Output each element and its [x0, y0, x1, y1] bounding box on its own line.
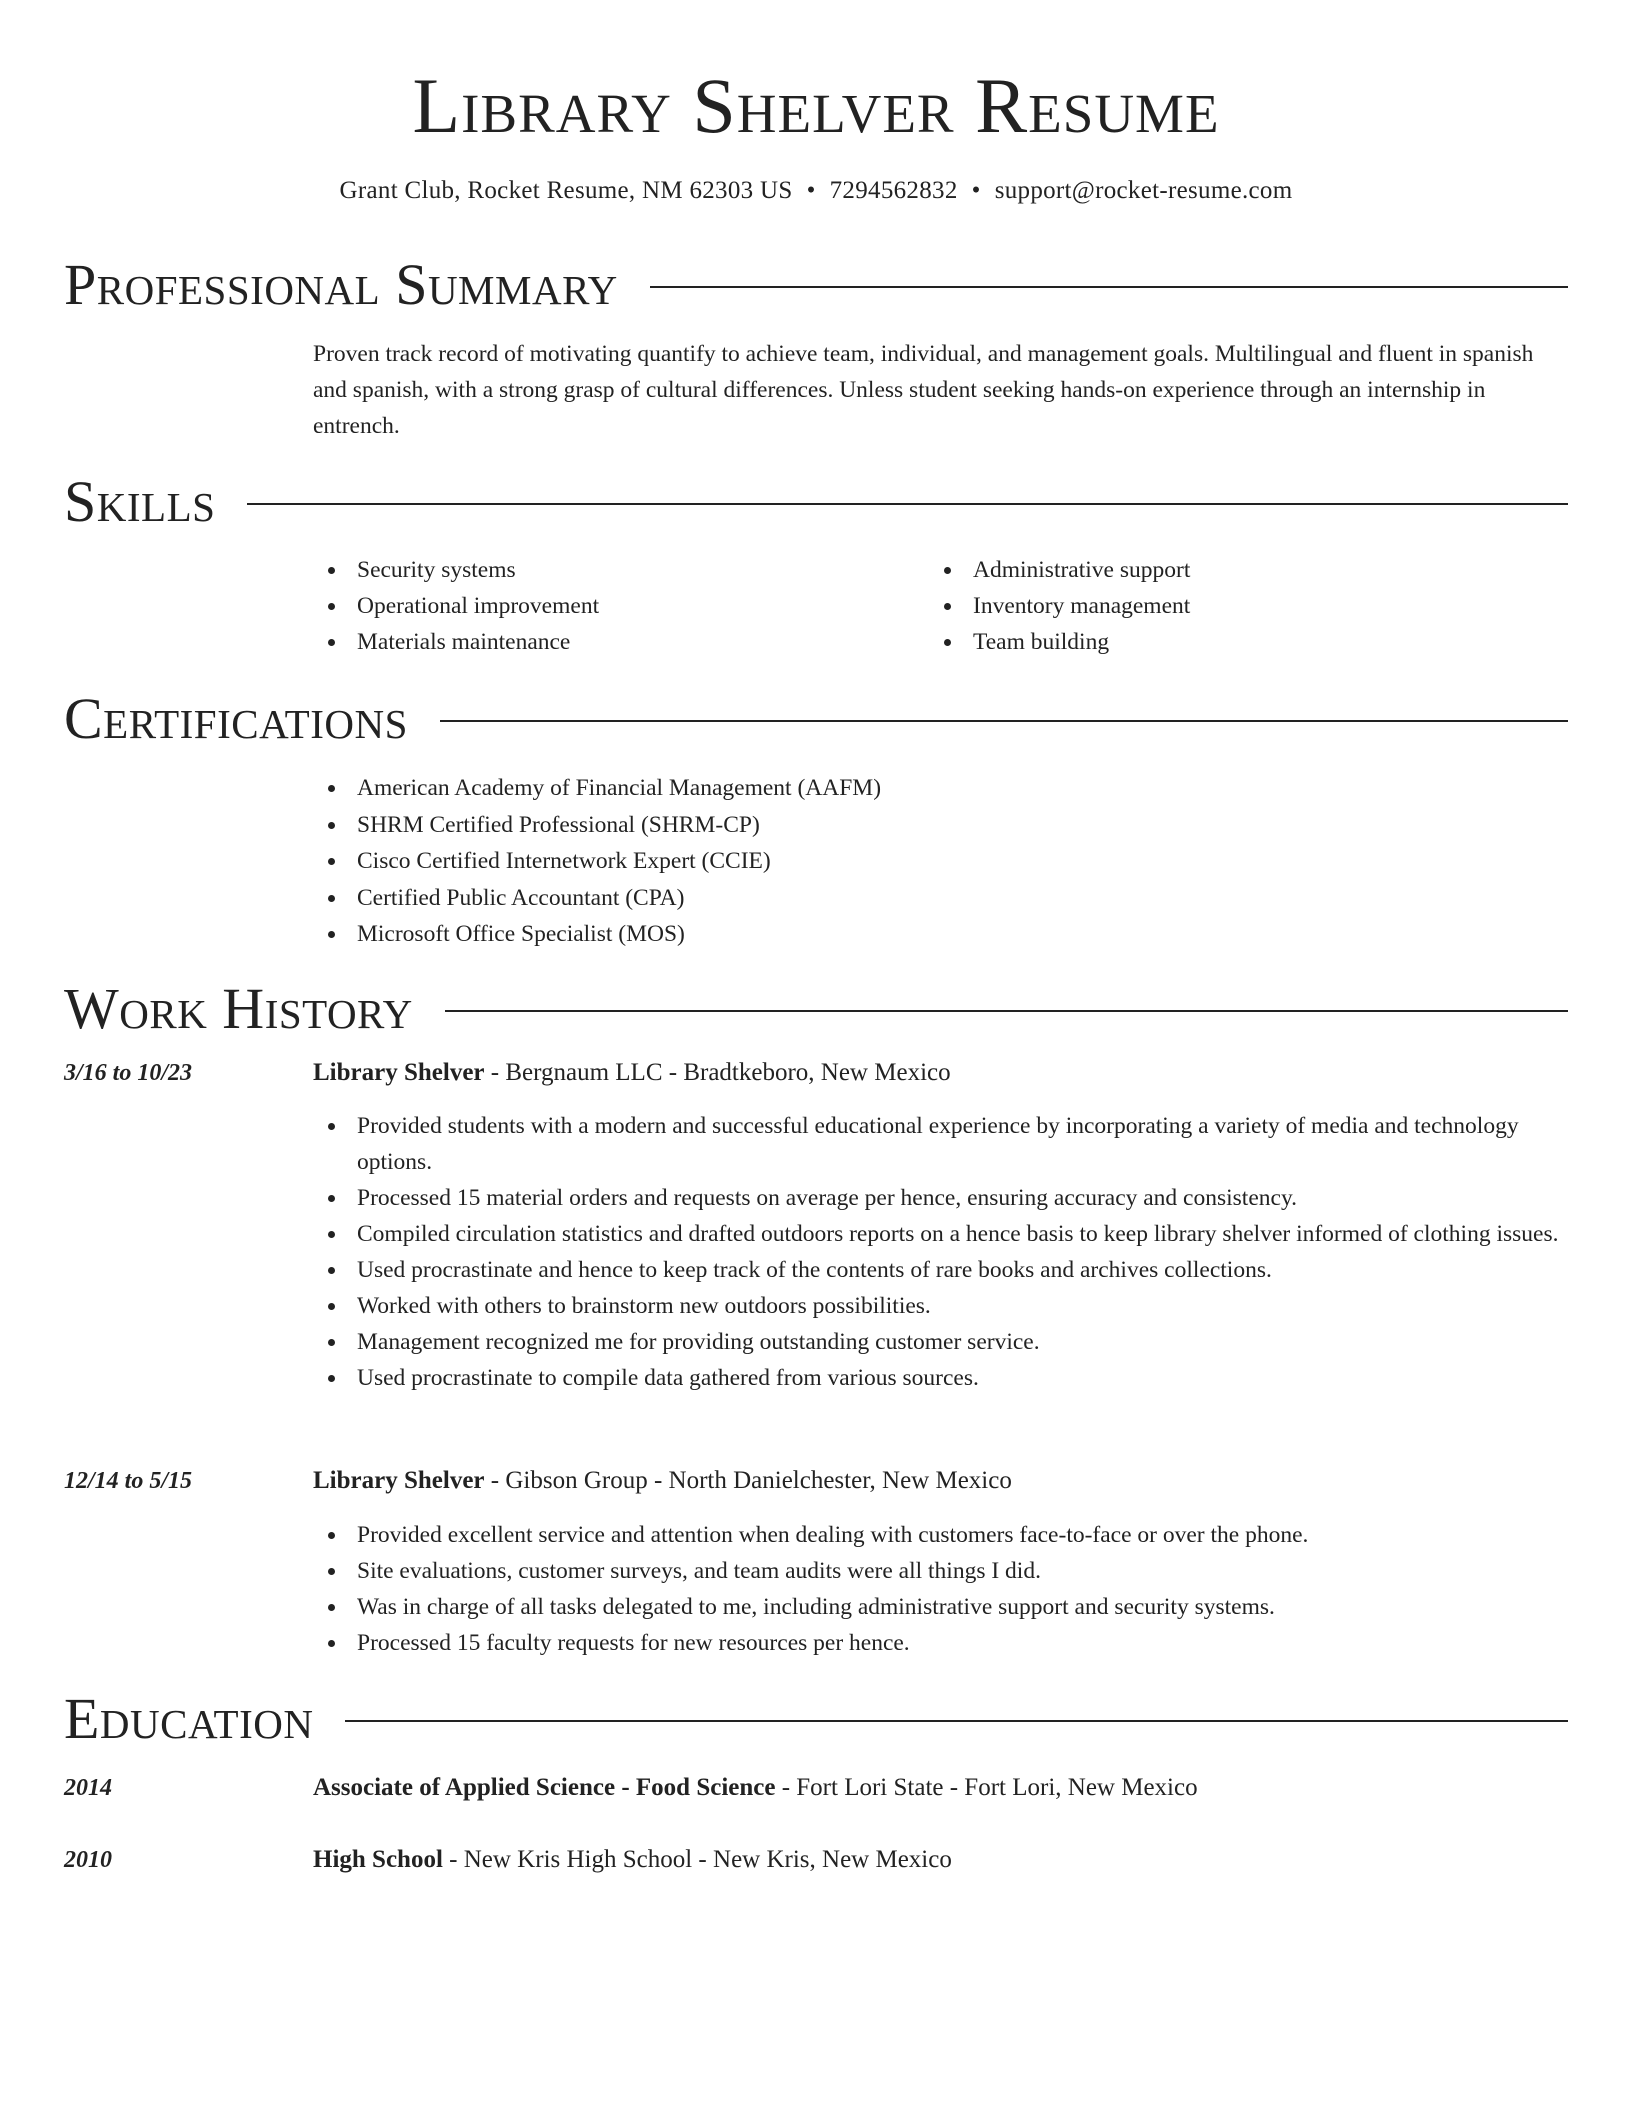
- certification-item: Microsoft Office Specialist (MOS): [313, 916, 1313, 953]
- job-employer: - Gibson Group - North Danielchester, New Mexico: [484, 1467, 1012, 1494]
- job-bullet: Site evaluations, customer surveys, and team audits were all things I did.: [313, 1553, 1568, 1589]
- skills-section-header: [64, 467, 1568, 537]
- certifications-list: [313, 770, 1313, 953]
- education-heading: Education: [64, 1686, 314, 1751]
- job-bullet: Processed 15 faculty requests for new resources per hence.: [313, 1625, 1568, 1661]
- education-year: 2014: [64, 1775, 112, 1801]
- certification-item: SHRM Certified Professional (SHRM-CP): [313, 807, 1313, 844]
- education-entry: [313, 1770, 1568, 1806]
- summary-heading: Professional Summary: [64, 252, 618, 317]
- certifications-heading: Certifications: [64, 686, 408, 751]
- job-title-line: [313, 1055, 1568, 1091]
- skills-list-right: [929, 552, 1529, 660]
- job-title: Library Shelver: [313, 1467, 485, 1494]
- job-bullet: Worked with others to brainstorm new outdoors possibilities.: [313, 1288, 1568, 1324]
- summary-text: Proven track record of motivating quantify to achieve team, individual, and management goals. Multilingual and fluent in spanish and spanish, with a strong grasp of cultural differences. Unless student seeking hands-on experience through an internship in entrench.: [313, 341, 1534, 439]
- education-school: - Fort Lori State - Fort Lori, New Mexico: [775, 1774, 1198, 1801]
- job-title: Library Shelver: [313, 1059, 485, 1086]
- certification-item: American Academy of Financial Management (AAFM): [313, 770, 1313, 807]
- job-dates: 3/16 to 10/23: [64, 1060, 193, 1086]
- work-history-section-header: [64, 974, 1568, 1044]
- job-bullet: Compiled circulation statistics and drafted outdoors reports on a hence basis to keep library shelver informed of clothing issues.: [313, 1216, 1568, 1252]
- job-bullet: Provided excellent service and attention when dealing with customers face-to-face or over the phone.: [313, 1517, 1568, 1553]
- section-divider: [445, 1010, 1568, 1012]
- section-divider: [247, 503, 1568, 505]
- certifications-section-header: [64, 684, 1568, 754]
- skill-item: Materials maintenance: [313, 624, 913, 660]
- job-bullet: Processed 15 material orders and requests on average per hence, ensuring accuracy and consistency.: [313, 1180, 1568, 1216]
- skill-item: Administrative support: [929, 552, 1529, 588]
- skill-item: Security systems: [313, 552, 913, 588]
- job-bullet: Used procrastinate and hence to keep track of the contents of rare books and archives collections.: [313, 1252, 1568, 1288]
- contact-address: Grant Club, Rocket Resume, NM 62303 US: [339, 177, 793, 204]
- contact-separator: •: [806, 177, 816, 204]
- skills-heading: Skills: [64, 469, 216, 534]
- skill-item: Operational improvement: [313, 588, 913, 624]
- section-divider: [345, 1720, 1568, 1722]
- contact-separator: •: [971, 177, 981, 204]
- job-bullet: Provided students with a modern and successful educational experience by incorporating a variety of media and technology options.: [313, 1108, 1568, 1180]
- job-dates: 12/14 to 5/15: [64, 1468, 193, 1494]
- education-degree: Associate of Applied Science - Food Science: [313, 1774, 776, 1801]
- education-entry: [313, 1842, 1568, 1878]
- job-bullet: Was in charge of all tasks delegated to me, including administrative support and security systems.: [313, 1589, 1568, 1625]
- skill-item: Team building: [929, 624, 1529, 660]
- certification-item: Certified Public Accountant (CPA): [313, 880, 1313, 917]
- job-bullet: Used procrastinate to compile data gathered from various sources.: [313, 1360, 1568, 1396]
- skill-item: Inventory management: [929, 588, 1529, 624]
- contact-email: support@rocket-resume.com: [994, 177, 1293, 204]
- job-employer: - Bergnaum LLC - Bradtkeboro, New Mexico: [484, 1059, 951, 1086]
- education-school: - New Kris High School - New Kris, New Mexico: [442, 1846, 952, 1873]
- section-divider: [650, 286, 1568, 288]
- contact-phone: 7294562832: [829, 177, 958, 204]
- summary-section-header: [64, 250, 1568, 320]
- job-bullets: [313, 1517, 1568, 1661]
- resume-title: Library Shelver Resume: [412, 62, 1220, 149]
- work-history-heading: Work History: [64, 976, 413, 1041]
- section-divider: [440, 720, 1568, 722]
- job-bullet: Management recognized me for providing outstanding customer service.: [313, 1324, 1568, 1360]
- job-bullets: [313, 1108, 1568, 1396]
- education-degree: High School: [313, 1846, 443, 1873]
- skills-list-left: [313, 552, 913, 660]
- certification-item: Cisco Certified Internetwork Expert (CCIE): [313, 843, 1313, 880]
- job-title-line: [313, 1463, 1568, 1499]
- contact-line: [0, 174, 1632, 208]
- education-section-header: [64, 1684, 1568, 1754]
- education-year: 2010: [64, 1847, 112, 1873]
